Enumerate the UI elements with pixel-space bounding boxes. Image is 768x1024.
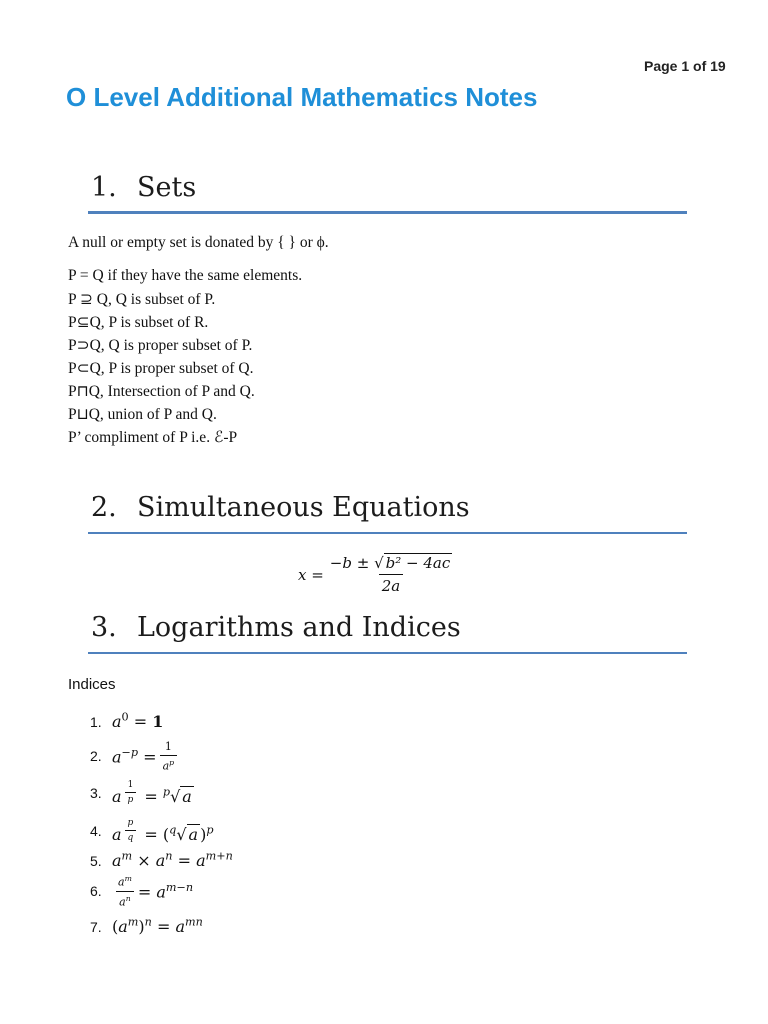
section-rule <box>88 532 687 534</box>
sets-line: P⊆Q, P is subset of R. <box>68 314 209 331</box>
index-law-4: 4. a $^{\frac{p}{q}}$ = ($^q$√ a )$^p$ <box>90 818 214 844</box>
section-title: Logarithms and Indices <box>137 612 461 643</box>
index-law-1: 1. $a^0 = 1$ <box>90 711 164 732</box>
formula-lhs: x = <box>298 565 324 584</box>
quadratic-formula <box>298 554 458 595</box>
section-title: Simultaneous Equations <box>137 492 470 523</box>
index-law-7: 7. $(a^m)^n = a^{mn}$ <box>90 916 203 937</box>
subheading-indices: Indices <box>68 676 116 693</box>
section-heading-simultaneous-equations <box>91 492 470 523</box>
formula-radicand: b² − 4ac <box>385 554 451 572</box>
section-heading-logarithms <box>91 612 461 643</box>
index-law-6: 6. $\frac{a^m}{a^n}$ = $a^{m-n}$ <box>90 874 194 909</box>
index-law-3: 3. a $^{\frac{1}{p}}$ = $^p$√ a <box>90 780 192 806</box>
sets-line: P⊔Q, union of P and Q. <box>68 406 217 423</box>
section-number: 3. <box>91 612 117 643</box>
section-rule <box>88 652 687 654</box>
formula-fraction <box>327 554 455 595</box>
section-heading-sets <box>91 172 196 203</box>
section-rule <box>88 211 687 214</box>
sets-line: P ⊇ Q, Q is subset of P. <box>68 291 216 308</box>
document-title: O Level Additional Mathematics Notes <box>66 82 538 112</box>
sets-line: P⊓Q, Intersection of P and Q. <box>68 383 255 400</box>
formula-denominator: 2a <box>381 577 401 595</box>
sets-line: P = Q if they have the same elements. <box>68 267 303 284</box>
sets-line: A null or empty set is donated by { } or ϕ. <box>68 234 329 251</box>
index-law-5: 5. $a^m \times a^n = a^{m+n}$ <box>90 850 233 871</box>
index-law-2: 2. $a^{-p}$ = $\frac{1}{a^p}$ <box>90 740 180 773</box>
page-number: Page 1 of 19 <box>644 58 726 74</box>
sets-line: P’ compliment of P i.e. ℰ-P <box>68 429 238 446</box>
formula-numerator: −b ± √ <box>329 554 384 572</box>
sets-line: P⊃Q, Q is proper subset of P. <box>68 337 253 354</box>
section-number: 2. <box>91 492 117 523</box>
sets-line: P⊂Q, P is proper subset of Q. <box>68 360 254 377</box>
section-title: Sets <box>137 172 197 203</box>
section-number: 1. <box>91 172 117 203</box>
